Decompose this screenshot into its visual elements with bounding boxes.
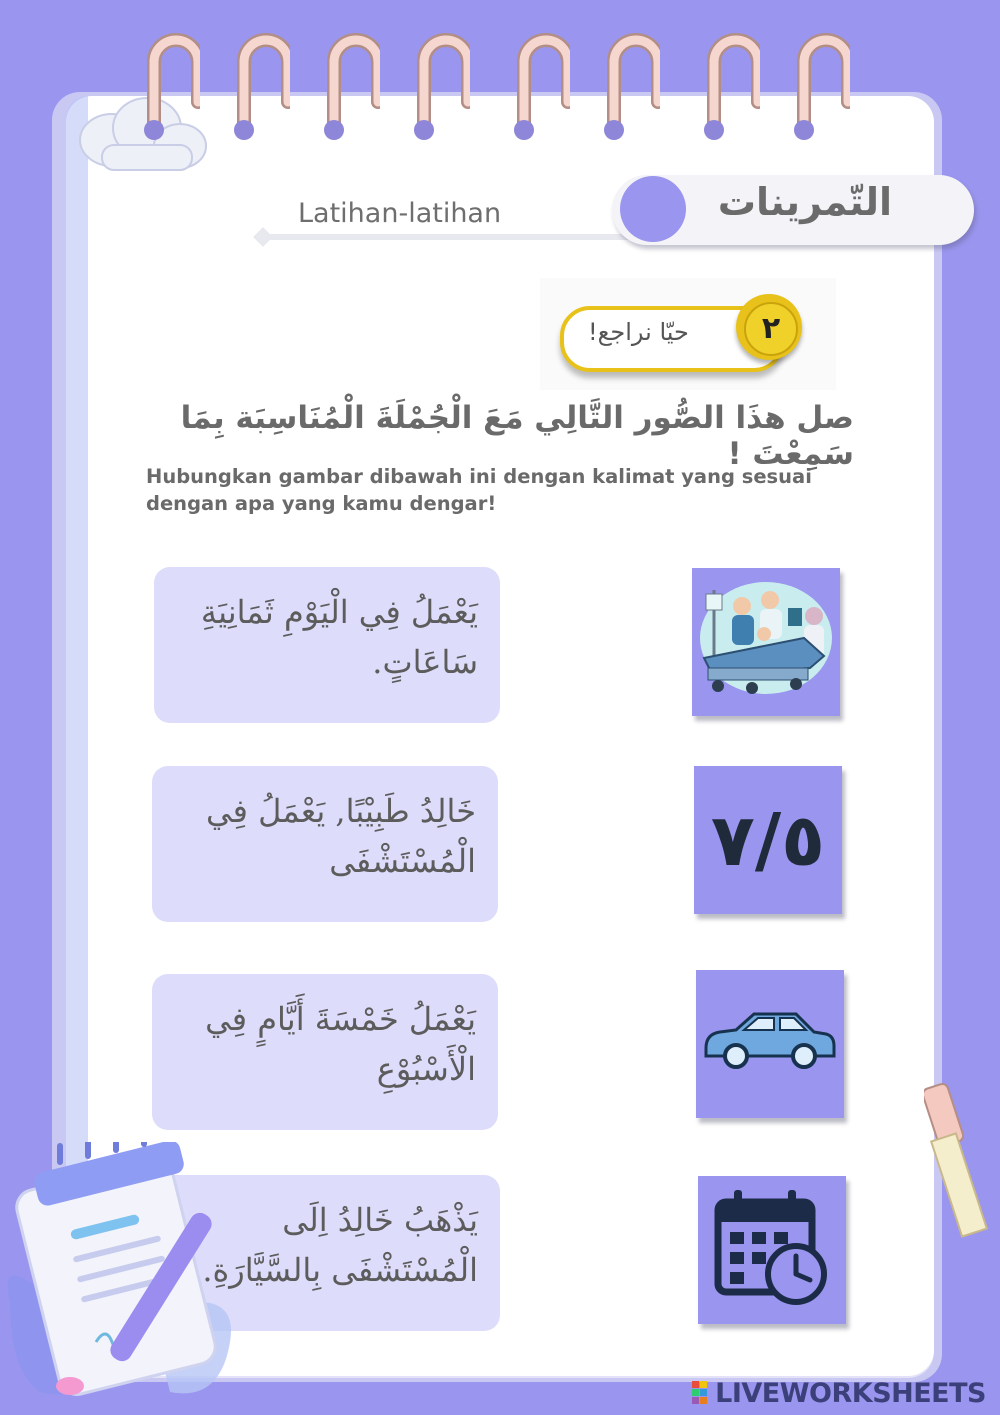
binder-ring-icon: [410, 22, 470, 142]
title-dot: [620, 176, 686, 242]
car-icon: [696, 970, 844, 1118]
sentence-card[interactable]: [152, 766, 498, 922]
binder-ring-icon: [510, 22, 570, 142]
sentence-text: يَذْهَبُ خَالِدُ اِلَى الْمُسْتَشْفَى بِالسَّيَّارَةِ.: [202, 1201, 478, 1289]
binder-ring-icon: [790, 22, 850, 142]
binder-ring-icon: [320, 22, 380, 142]
calendar-clock-icon: [698, 1176, 846, 1324]
sentence-card[interactable]: [154, 567, 500, 723]
liveworksheets-logo-icon: [692, 1381, 708, 1405]
review-number: ٢: [744, 302, 798, 356]
binder-ring-icon: [700, 22, 760, 142]
picture-card[interactable]: [698, 1176, 846, 1324]
binder-ring-icon: [600, 22, 660, 142]
notepad-pen-icon: [0, 1142, 260, 1412]
instruction-indonesian: Hubungkan gambar dibawah ini dengan kalimat yang sesuai dengan apa yang kamu dengar!: [146, 465, 812, 515]
binder-ring-icon: [140, 22, 200, 142]
fraction-text: ٧/٥: [710, 798, 826, 882]
sentence-text: خَالِدُ طَبِيْبًا, يَعْمَلُ فِي الْمُسْتَشْفَى: [206, 792, 476, 880]
hospital-staff-image: [692, 568, 840, 716]
binder-ring-icon: [230, 22, 290, 142]
sentence-card[interactable]: [152, 974, 498, 1130]
pencil-icon: [924, 1075, 1000, 1275]
picture-card[interactable]: [692, 568, 840, 716]
title-underline: [262, 234, 642, 240]
picture-card[interactable]: [696, 970, 844, 1118]
sentence-text: يَعْمَلُ فِي الْيَوْمِ ثَمَانِيَةِ سَاعَاتٍ.: [200, 593, 478, 681]
picture-card[interactable]: [694, 766, 842, 914]
watermark: LIVEWORKSHEETS: [715, 1378, 986, 1409]
review-badge-label: حيّا نراجع!: [588, 318, 689, 346]
page-title-arabic: التّمرينات: [717, 180, 892, 224]
page-title-latin: Latihan-latihan: [298, 198, 502, 229]
sentence-text: يَعْمَلُ خَمْسَةَ أَيَّامٍ فِي الْأَسْبُوْعِ: [205, 1000, 476, 1088]
instruction-arabic: صل هذَا الصُّور التَّالِي مَعَ الْجُمْلَةَ الْمُنَاسِبَة بِمَا سَمِعْتَ !: [180, 400, 854, 472]
